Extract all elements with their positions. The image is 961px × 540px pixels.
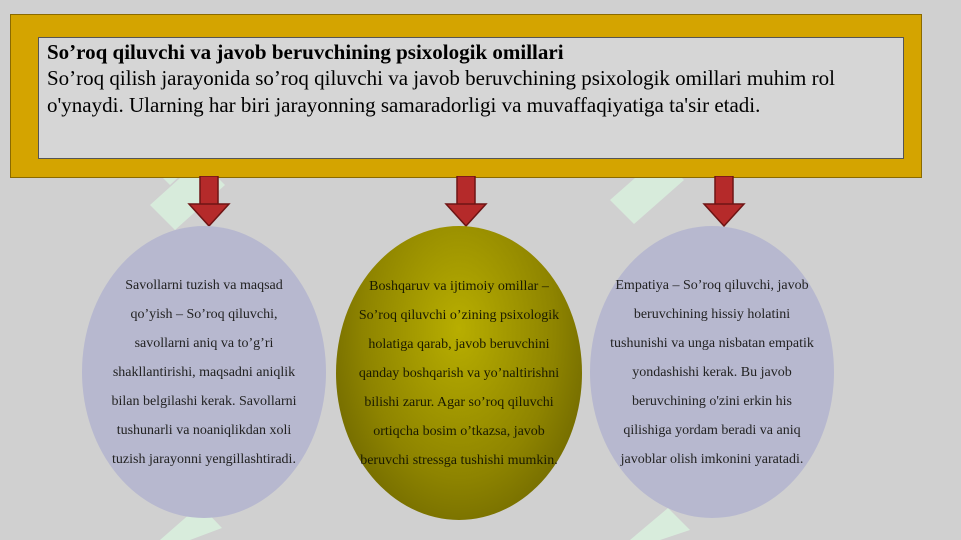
factor-bubble-control xyxy=(336,226,582,520)
header-title: So’roq qiluvchi va javob beruvchining psixologik omillari xyxy=(47,40,564,64)
header-body: So’roq qilish jarayonida so’roq qiluvchi va javob beruvchining psixologik omillari muhim rol o'ynaydi. Ularning har biri jarayonning samaradorligi va muvaffaqiyatiga ta'sir etadi. xyxy=(47,66,835,117)
factor-text: Empatiya – So’roq qiluvchi, javob beruvchining hissiy holatini tushunishi va unga nisbatan empatik yondashishi kerak. Bu javob beruvchining o'zini erkin his qilishiga yordam beradi va aniq javoblar olish imkonini yaratadi. xyxy=(610,277,814,467)
factor-text: Boshqaruv va ijtimoiy omillar – So’roq qiluvchi o’zining psixologik holatiga qarab, javob beruvchini qanday boshqarish va yo’naltirishni bilishi zarur. Agar so’roq qiluvchi ortiqcha bosim o’tkazsa, javob beruvchi stressga tushishi mumkin. xyxy=(358,278,560,468)
header-frame xyxy=(10,14,922,178)
factor-bubble-empathy xyxy=(590,226,834,518)
factor-text: Savollarni tuzish va maqsad qo’yish – So’roq qiluvchi, savollarni aniq va to’g’ri shakllantirishi, maqsadni aniqlik bilan belgilashi kerak. Savollarni tushunarli va noaniqlikdan xoli tuzish jarayonni yengillashtiradi. xyxy=(111,277,297,467)
factor-bubble-questions xyxy=(82,226,326,518)
down-arrow-icon xyxy=(702,176,746,228)
down-arrow-icon xyxy=(444,176,488,228)
header-box xyxy=(38,37,904,159)
down-arrow-icon xyxy=(187,176,231,228)
